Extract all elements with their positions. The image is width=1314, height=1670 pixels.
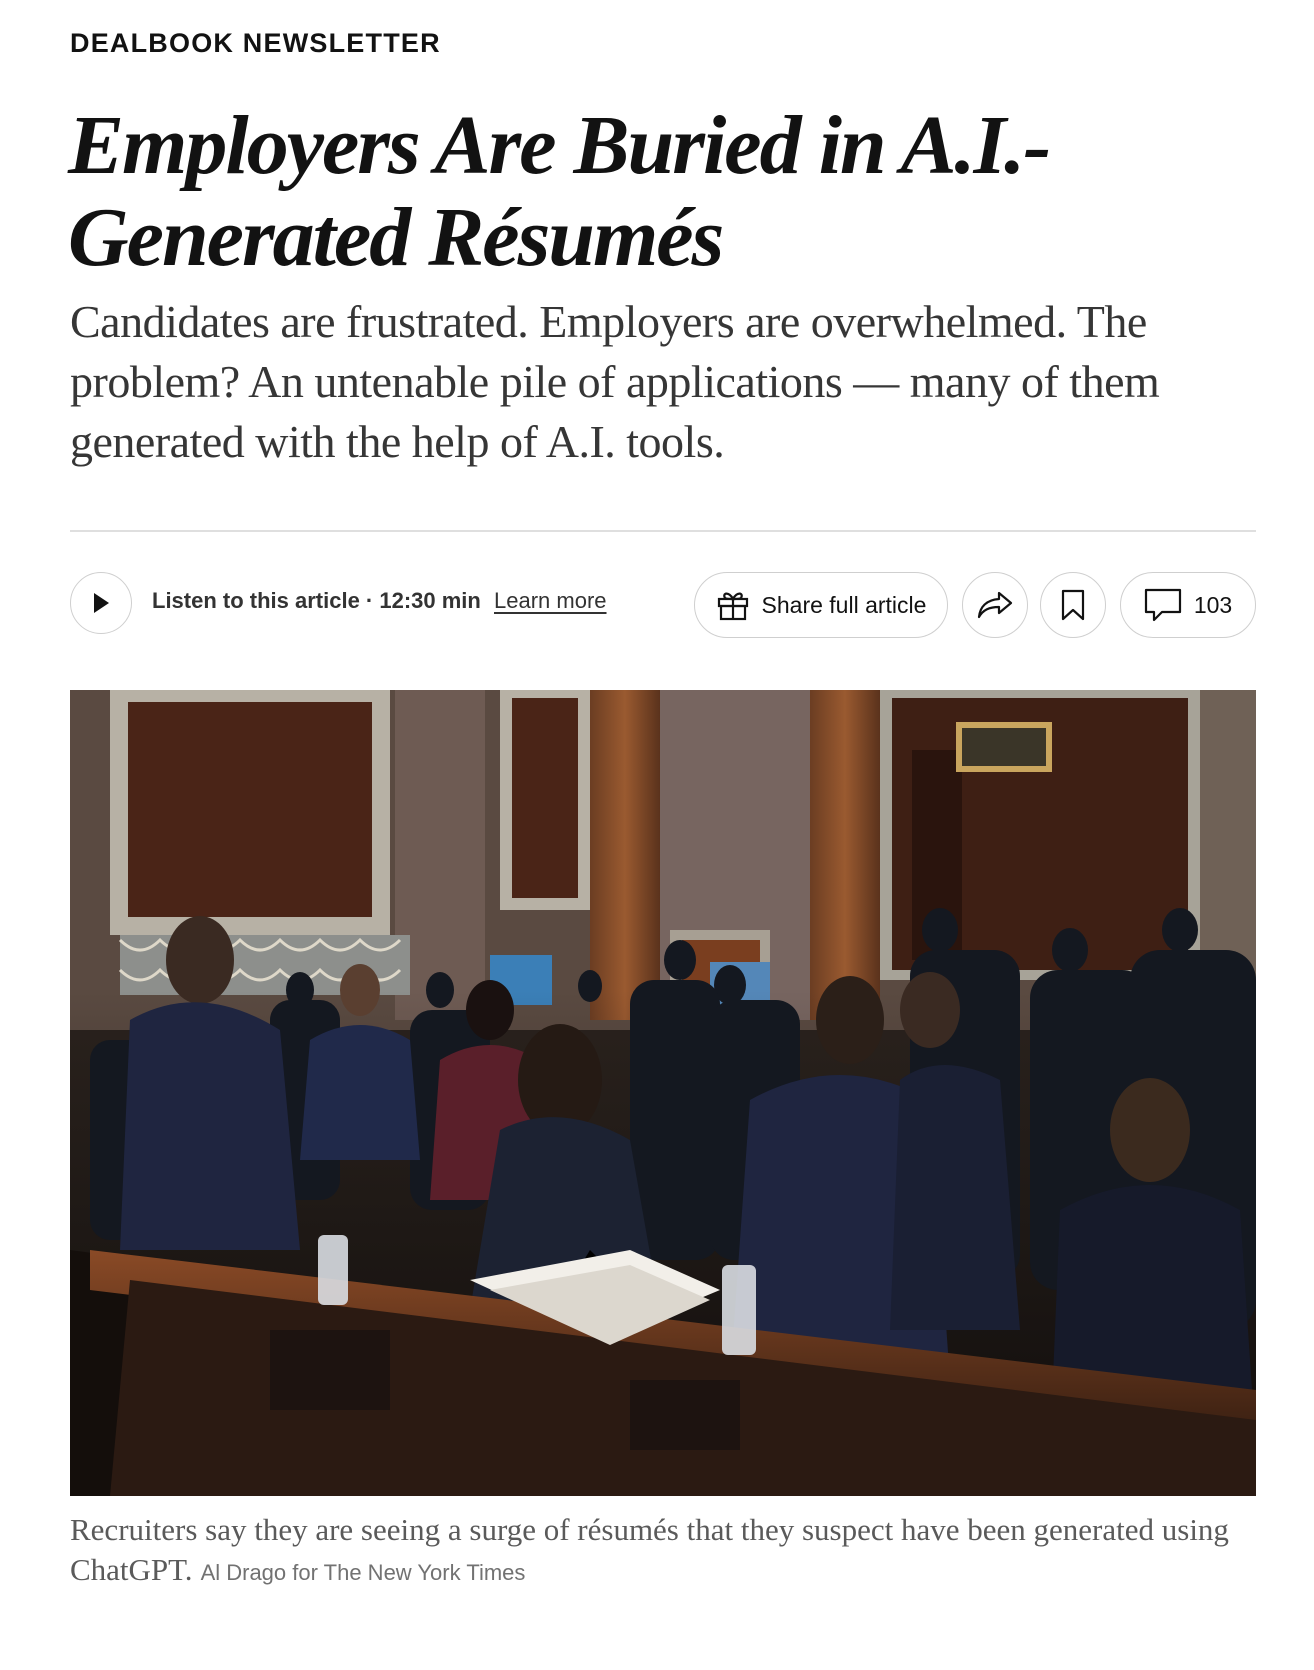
share-full-article-button[interactable] xyxy=(694,572,948,638)
comments-button[interactable] xyxy=(1120,572,1256,638)
share-arrow-icon xyxy=(977,590,1013,620)
play-icon xyxy=(91,592,111,614)
article-toolbar xyxy=(0,570,1314,640)
divider xyxy=(70,530,1256,532)
share-button[interactable] xyxy=(962,572,1028,638)
photo-caption xyxy=(70,1510,1260,1593)
article-photo xyxy=(70,690,1256,1496)
comment-count: 103 xyxy=(1193,591,1233,618)
headline: Employers Are Buried in A.I.-Generated Résumés xyxy=(68,99,1050,284)
caption-text: Recruiters say they are seeing a surge of résumés that they suspect have been generated using ChatGPT. xyxy=(70,1512,1229,1587)
play-button[interactable] xyxy=(70,572,132,634)
gift-icon xyxy=(716,588,750,622)
bookmark-icon xyxy=(1061,589,1085,621)
photo-credit: Al Drago for The New York Times xyxy=(200,1560,526,1585)
share-full-article-label: Share full article xyxy=(761,591,927,618)
comment-icon xyxy=(1144,588,1182,622)
listen-label: Listen to this article · 12:30 min xyxy=(152,588,481,613)
learn-more-link[interactable]: Learn more xyxy=(494,588,607,613)
section-kicker[interactable]: DEALBOOK NEWSLETTER xyxy=(70,28,441,58)
save-button[interactable] xyxy=(1040,572,1106,638)
article-summary: Candidates are frustrated. Employers are overwhelmed. The problem? An untenable pile of applications — many of them generated with the help of A.I. tools. xyxy=(70,296,1160,467)
